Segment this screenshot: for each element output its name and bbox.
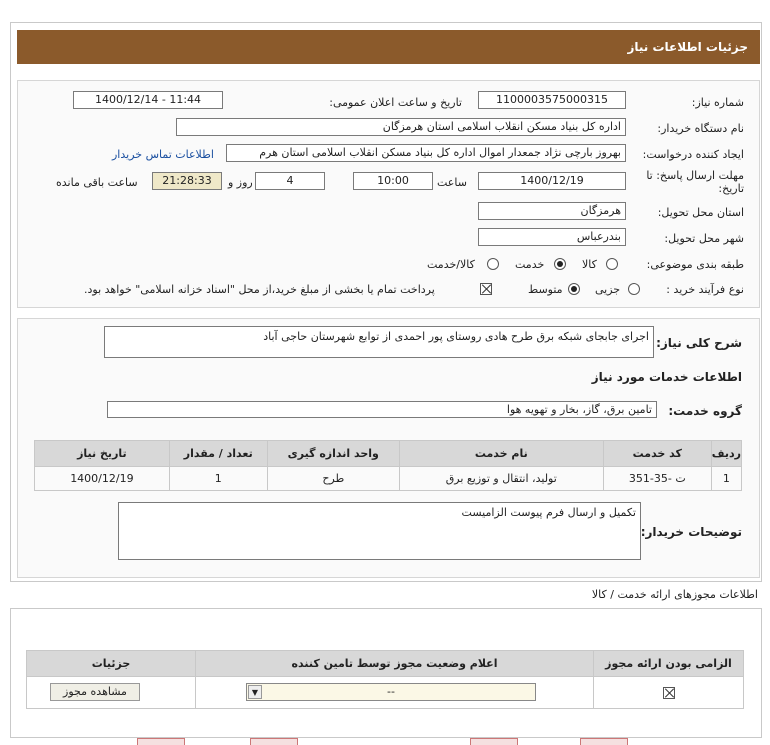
services-section-title: اطلاعات خدمات مورد نیاز [591,370,742,384]
header-permit-details: جزئیات [27,651,196,677]
remaining-time-field: 21:28:33 [152,172,222,190]
requester-label: ایجاد کننده درخواست: [642,148,744,161]
category-goods-radio[interactable] [606,258,618,270]
category-goods-service-label: کالا/خدمت [427,258,475,271]
buyer-notes-field: تکمیل و ارسال فرم پیوست الزامیست [118,502,641,560]
services-table [34,440,742,491]
page-header: جزئیات اطلاعات نیاز [17,30,760,64]
treasury-payment-checkbox[interactable] [480,283,492,295]
footer-button-1[interactable] [137,738,185,745]
buyer-contact-link[interactable]: اطلاعات تماس خریدار [112,148,214,161]
deadline-label: مهلت ارسال پاسخ: تا [646,169,744,182]
province-label: استان محل تحویل: [657,206,744,219]
process-medium-label: متوسط [528,283,563,296]
deadline-time-field: 10:00 [353,172,433,190]
requester-field: بهروز بارچی نژاد جمعدار اموال اداره کل بنیاد مسکن انقلاب اسلامی استان هرم [226,144,626,162]
header-service-code: کد خدمت [603,441,711,467]
header-row-number: ردیف [711,441,741,467]
province-field: هرمزگان [478,202,626,220]
header-quantity: تعداد / مقدار [169,441,267,467]
announce-datetime-field: 1400/12/14 - 11:44 [73,91,223,109]
cell-need-date: 1400/12/19 [35,467,170,491]
header-unit: واحد اندازه گیری [267,441,399,467]
category-service-label: خدمت [515,258,545,271]
permits-section-title: اطلاعات مجوزهای ارائه خدمت / کالا [591,588,758,601]
remaining-days-field: 4 [255,172,325,190]
service-group-label: گروه خدمت: [668,404,742,418]
process-medium-radio[interactable] [568,283,580,295]
footer-button-2[interactable] [250,738,298,745]
cell-row-number: 1 [711,467,741,491]
need-number-field: 1100003575000315 [478,91,626,109]
service-group-field: تامین برق، گاز، بخار و تهویه هوا [107,401,657,418]
footer-button-4[interactable] [580,738,628,745]
cell-unit: طرح [267,467,399,491]
process-minor-label: جزیی [595,283,621,296]
header-need-date: تاریخ نیاز [35,441,170,467]
table-row [35,467,742,491]
footer-button-3[interactable] [470,738,518,745]
process-minor-radio[interactable] [628,283,640,295]
category-goods-label: کالا [582,258,597,271]
need-description-label: شرح کلی نیاز: [656,336,742,350]
deadline-date-field: 1400/12/19 [478,172,626,190]
city-label: شهر محل تحویل: [664,232,744,245]
header-permit-required: الزامی بودن ارائه مجوز [594,651,744,677]
permit-status-select[interactable] [246,683,536,701]
cell-service-code: ت -35-351 [603,467,711,491]
category-goods-service-radio[interactable] [487,258,499,270]
treasury-payment-note: پرداخت تمام یا بخشی از مبلغ خرید،از محل "اسناد خزانه اسلامی" خواهد بود. [84,283,435,296]
permit-status-value: -- [387,685,395,698]
category-service-radio[interactable] [554,258,566,270]
need-description-field: اجرای جابجای شبکه برق طرح هادی روستای پور احمدی از توابع شهرستان حاجی آباد [104,326,654,358]
buyer-org-field: اداره کل بنیاد مسکن انقلاب اسلامی استان هرمزگان [176,118,626,136]
cell-service-name: تولید، انتقال و توزیع برق [399,467,603,491]
permits-table-header [27,651,744,677]
announce-datetime-label: تاریخ و ساعت اعلان عمومی: [329,96,462,109]
remaining-days-label: روز و [228,176,253,189]
need-info-panel [17,80,760,308]
deadline-time-label: ساعت [437,176,467,189]
cell-quantity: 1 [169,467,267,491]
cell-permit-required [594,677,744,709]
buyer-notes-label: توضیحات خریدار: [640,525,742,539]
permit-required-checkbox[interactable] [663,687,675,699]
header-permit-status: اعلام وضعیت مجوز توسط تامین کننده [196,651,594,677]
services-table-header [35,441,742,467]
buyer-org-label: نام دستگاه خریدار: [657,122,744,135]
chevron-down-icon[interactable]: ▼ [248,685,262,699]
process-type-label: نوع فرآیند خرید : [666,283,744,296]
city-field: بندرعباس [478,228,626,246]
need-number-label: شماره نیاز: [691,96,744,109]
view-permit-button[interactable]: مشاهده مجوز [50,683,140,701]
header-service-name: نام خدمت [399,441,603,467]
deadline-date-label: تاریخ: [718,182,744,195]
remaining-time-label: ساعت باقی مانده [56,176,138,189]
category-label: طبقه بندی موضوعی: [646,258,744,271]
